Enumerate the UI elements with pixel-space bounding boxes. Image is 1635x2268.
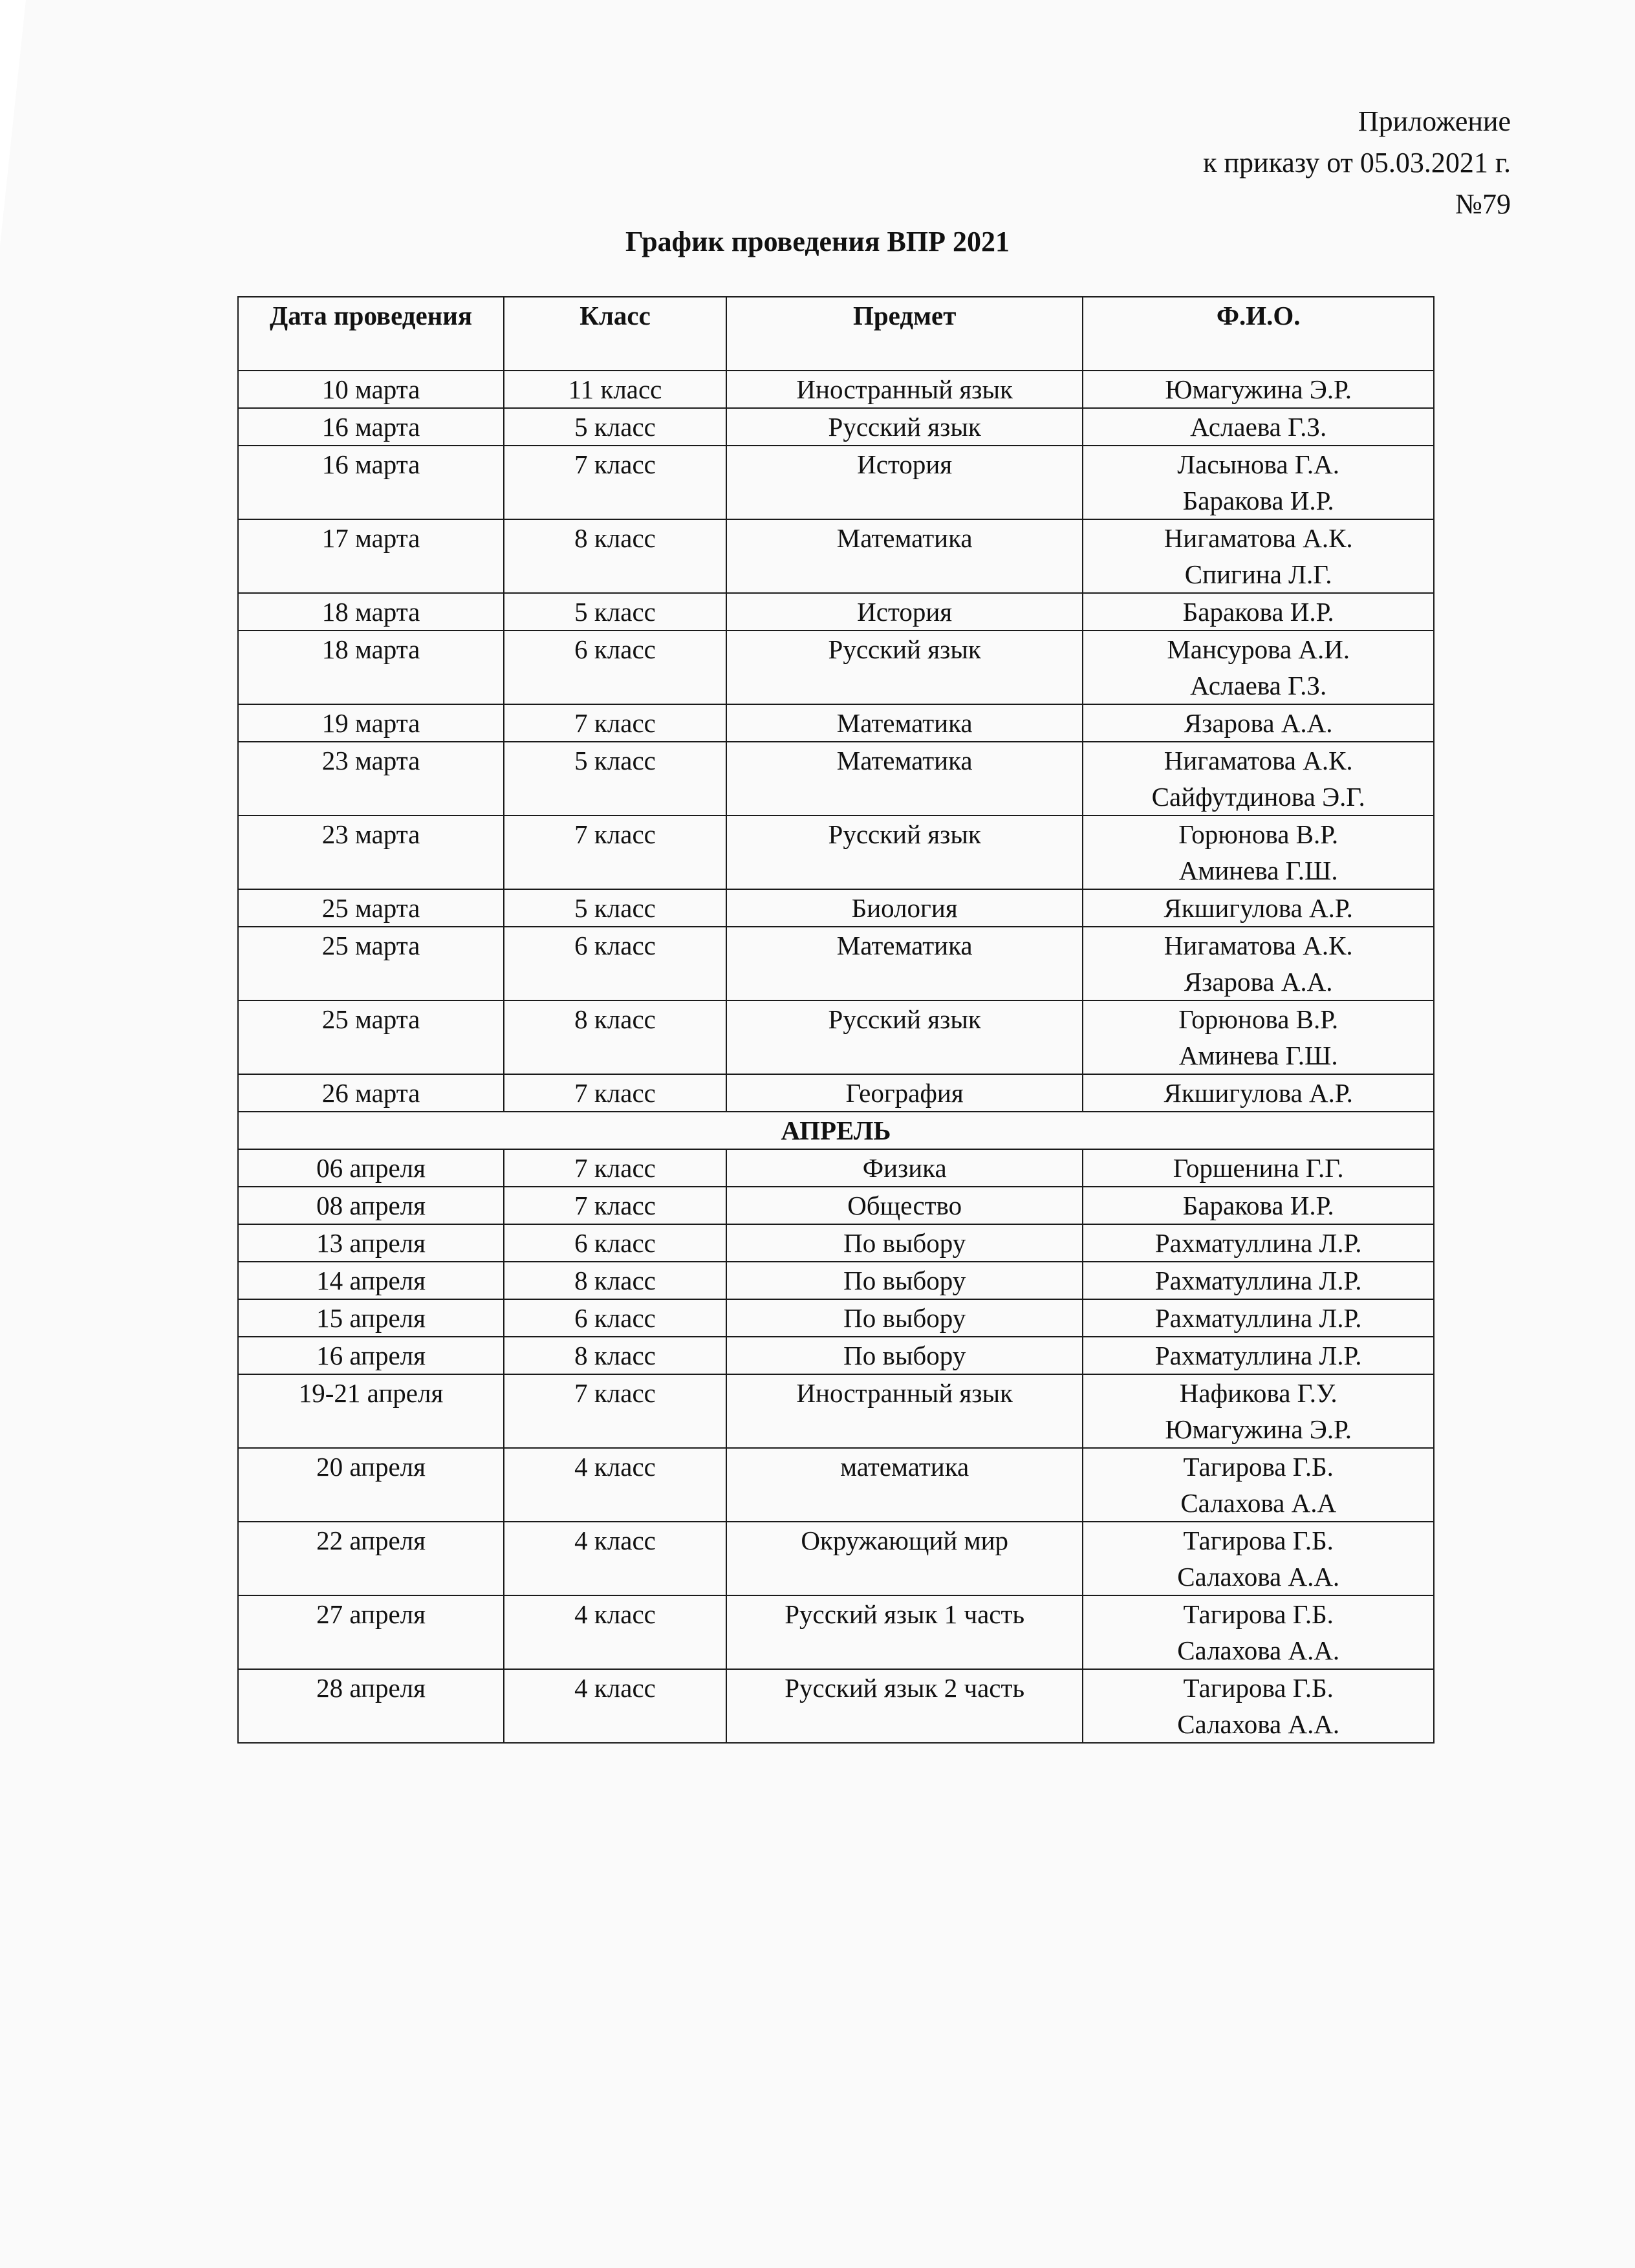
cell-names <box>1083 704 1434 742</box>
table-row <box>238 1669 1434 1743</box>
cell-subject: По выбору <box>726 1224 1083 1262</box>
cell-date: 20 апреля <box>238 1448 504 1522</box>
teacher-name: Тагирова Г.Б. <box>1183 1526 1334 1555</box>
cell-class: 4 класс <box>504 1595 726 1669</box>
cell-names <box>1083 815 1434 889</box>
cell-names <box>1083 1669 1434 1743</box>
table-row <box>238 371 1434 408</box>
table-row <box>238 1595 1434 1669</box>
cell-date: 17 марта <box>238 519 504 593</box>
cell-names <box>1083 889 1434 927</box>
cell-names <box>1083 1262 1434 1299</box>
cell-names <box>1083 742 1434 815</box>
schedule-table-header <box>238 297 1434 371</box>
cell-subject: Русский язык <box>726 408 1083 446</box>
teacher-name: Баракова И.Р. <box>1182 1191 1334 1220</box>
cell-class: 5 класс <box>504 889 726 927</box>
cell-class: 4 класс <box>504 1448 726 1522</box>
cell-subject: Иностранный язык <box>726 371 1083 408</box>
teacher-name: Якшигулова А.Р. <box>1164 893 1353 923</box>
header-row <box>238 297 1434 371</box>
schedule-table-body <box>238 371 1434 1743</box>
cell-names <box>1083 1000 1434 1074</box>
cell-names <box>1083 1074 1434 1112</box>
cell-names <box>1083 1299 1434 1337</box>
cell-subject: Математика <box>726 704 1083 742</box>
appendix-line-2: к приказу от 05.03.2021 г. <box>1203 147 1511 178</box>
cell-names <box>1083 631 1434 704</box>
cell-names <box>1083 1149 1434 1187</box>
cell-subject: Математика <box>726 742 1083 815</box>
cell-names <box>1083 1224 1434 1262</box>
cell-class: 5 класс <box>504 408 726 446</box>
cell-class: 7 класс <box>504 1074 726 1112</box>
cell-names <box>1083 593 1434 631</box>
teacher-name: Нигаматова А.К. <box>1164 931 1353 960</box>
cell-date: 16 апреля <box>238 1337 504 1374</box>
cell-date: 06 апреля <box>238 1149 504 1187</box>
cell-class: 8 класс <box>504 1262 726 1299</box>
cell-subject: Русский язык <box>726 631 1083 704</box>
cell-subject: Русский язык <box>726 815 1083 889</box>
cell-subject: Биология <box>726 889 1083 927</box>
cell-class: 7 класс <box>504 704 726 742</box>
teacher-name: Салахова А.А. <box>1177 1709 1340 1739</box>
appendix-line-3: №79 <box>1455 188 1511 220</box>
cell-subject: Математика <box>726 519 1083 593</box>
cell-class: 7 класс <box>504 815 726 889</box>
cell-class: 4 класс <box>504 1522 726 1595</box>
cell-date: 19-21 апреля <box>238 1374 504 1448</box>
cell-date: 25 марта <box>238 1000 504 1074</box>
cell-class: 8 класс <box>504 1337 726 1374</box>
cell-date: 19 марта <box>238 704 504 742</box>
header-class: Класс <box>504 297 726 371</box>
table-row <box>238 519 1434 593</box>
cell-date: 28 апреля <box>238 1669 504 1743</box>
teacher-name: Спигина Л.Г. <box>1184 559 1332 589</box>
table-row <box>238 446 1434 519</box>
cell-class: 4 класс <box>504 1669 726 1743</box>
teacher-name: Юмагужина Э.Р. <box>1165 1414 1352 1444</box>
teacher-name: Нафикова Г.У. <box>1179 1378 1337 1408</box>
cell-date: 22 апреля <box>238 1522 504 1595</box>
table-row <box>238 1522 1434 1595</box>
cell-date: 23 марта <box>238 742 504 815</box>
cell-date: 25 марта <box>238 927 504 1000</box>
cell-class: 7 класс <box>504 1187 726 1224</box>
teacher-name: Аслаева Г.З. <box>1190 671 1327 700</box>
cell-date: 16 марта <box>238 408 504 446</box>
teacher-name: Тагирова Г.Б. <box>1183 1599 1334 1629</box>
cell-class: 5 класс <box>504 742 726 815</box>
cell-subject: История <box>726 593 1083 631</box>
teacher-name: Юмагужина Э.Р. <box>1165 374 1352 404</box>
cell-subject: математика <box>726 1448 1083 1522</box>
teacher-name: Баракова И.Р. <box>1182 486 1334 515</box>
schedule-table <box>237 296 1435 1744</box>
cell-subject: Физика <box>726 1149 1083 1187</box>
cell-class: 7 класс <box>504 446 726 519</box>
month-label-april: АПРЕЛЬ <box>238 1112 1434 1149</box>
cell-class: 6 класс <box>504 1299 726 1337</box>
cell-subject: Русский язык 2 часть <box>726 1669 1083 1743</box>
teacher-name: Горюнова В.Р. <box>1178 1004 1339 1034</box>
teacher-name: Тагирова Г.Б. <box>1183 1452 1334 1482</box>
table-row <box>238 889 1434 927</box>
cell-date: 25 марта <box>238 889 504 927</box>
header-subject: Предмет <box>726 297 1083 371</box>
cell-names <box>1083 446 1434 519</box>
teacher-name: Ласынова Г.А. <box>1177 449 1340 479</box>
teacher-name: Салахова А.А. <box>1177 1562 1340 1592</box>
cell-subject: Русский язык 1 часть <box>726 1595 1083 1669</box>
cell-class: 7 класс <box>504 1149 726 1187</box>
table-row <box>238 815 1434 889</box>
table-row <box>238 1074 1434 1112</box>
cell-names <box>1083 927 1434 1000</box>
cell-names <box>1083 1595 1434 1669</box>
cell-subject: География <box>726 1074 1083 1112</box>
teacher-name: Сайфутдинова Э.Г. <box>1151 782 1365 812</box>
teacher-name: Рахматуллина Л.Р. <box>1154 1341 1362 1370</box>
teacher-name: Салахова А.А. <box>1177 1636 1340 1665</box>
cell-subject: По выбору <box>726 1299 1083 1337</box>
appendix-header <box>1203 101 1511 225</box>
cell-date: 13 апреля <box>238 1224 504 1262</box>
cell-names <box>1083 371 1434 408</box>
teacher-name: Язарова А.А. <box>1184 708 1333 738</box>
cell-subject: История <box>726 446 1083 519</box>
table-row <box>238 1374 1434 1448</box>
cell-names <box>1083 1448 1434 1522</box>
cell-date: 18 марта <box>238 593 504 631</box>
teacher-name: Баракова И.Р. <box>1182 597 1334 627</box>
cell-class: 11 класс <box>504 371 726 408</box>
cell-date: 15 апреля <box>238 1299 504 1337</box>
teacher-name: Аслаева Г.З. <box>1190 412 1327 442</box>
teacher-name: Нигаматова А.К. <box>1164 523 1353 553</box>
cell-class: 5 класс <box>504 593 726 631</box>
teacher-name: Рахматуллина Л.Р. <box>1154 1266 1362 1295</box>
cell-names <box>1083 519 1434 593</box>
document-title: График проведения ВПР 2021 <box>625 226 1010 257</box>
month-separator-row <box>238 1112 1434 1149</box>
teacher-name: Аминева Г.Ш. <box>1178 1041 1338 1070</box>
table-row <box>238 742 1434 815</box>
teacher-name: Рахматуллина Л.Р. <box>1154 1228 1362 1258</box>
appendix-line-1: Приложение <box>1358 105 1511 137</box>
teacher-name: Нигаматова А.К. <box>1164 746 1353 775</box>
table-row <box>238 1262 1434 1299</box>
cell-names <box>1083 1374 1434 1448</box>
cell-date: 26 марта <box>238 1074 504 1112</box>
cell-subject: Иностранный язык <box>726 1374 1083 1448</box>
cell-subject: Окружающий мир <box>726 1522 1083 1595</box>
teacher-name: Тагирова Г.Б. <box>1183 1673 1334 1703</box>
cell-names <box>1083 1337 1434 1374</box>
table-row <box>238 1448 1434 1522</box>
table-row <box>238 1149 1434 1187</box>
table-row <box>238 408 1434 446</box>
table-row <box>238 927 1434 1000</box>
table-row <box>238 704 1434 742</box>
cell-names <box>1083 1187 1434 1224</box>
cell-class: 6 класс <box>504 927 726 1000</box>
teacher-name: Мансурова А.И. <box>1167 634 1350 664</box>
cell-subject: По выбору <box>726 1337 1083 1374</box>
teacher-name: Рахматуллина Л.Р. <box>1154 1303 1362 1333</box>
table-row <box>238 631 1434 704</box>
table-row <box>238 1299 1434 1337</box>
teacher-name: Аминева Г.Ш. <box>1178 856 1338 885</box>
cell-date: 08 апреля <box>238 1187 504 1224</box>
page-fold-corner <box>0 0 26 246</box>
table-row <box>238 1337 1434 1374</box>
cell-names <box>1083 408 1434 446</box>
header-name: Ф.И.О. <box>1083 297 1434 371</box>
teacher-name: Горшенина Г.Г. <box>1173 1153 1344 1183</box>
cell-class: 6 класс <box>504 631 726 704</box>
cell-date: 10 марта <box>238 371 504 408</box>
cell-date: 23 марта <box>238 815 504 889</box>
table-row <box>238 1224 1434 1262</box>
cell-subject: Русский язык <box>726 1000 1083 1074</box>
cell-subject: Общество <box>726 1187 1083 1224</box>
cell-class: 7 класс <box>504 1374 726 1448</box>
cell-names <box>1083 1522 1434 1595</box>
cell-class: 8 класс <box>504 519 726 593</box>
cell-date: 14 апреля <box>238 1262 504 1299</box>
table-row <box>238 1187 1434 1224</box>
cell-date: 18 марта <box>238 631 504 704</box>
cell-subject: По выбору <box>726 1262 1083 1299</box>
teacher-name: Язарова А.А. <box>1184 967 1333 997</box>
cell-class: 6 класс <box>504 1224 726 1262</box>
header-date: Дата проведения <box>238 297 504 371</box>
teacher-name: Салахова А.А <box>1180 1488 1337 1518</box>
cell-class: 8 класс <box>504 1000 726 1074</box>
cell-date: 27 апреля <box>238 1595 504 1669</box>
cell-date: 16 марта <box>238 446 504 519</box>
table-row <box>238 593 1434 631</box>
cell-subject: Математика <box>726 927 1083 1000</box>
teacher-name: Якшигулова А.Р. <box>1164 1078 1353 1108</box>
table-row <box>238 1000 1434 1074</box>
teacher-name: Горюнова В.Р. <box>1178 819 1339 849</box>
